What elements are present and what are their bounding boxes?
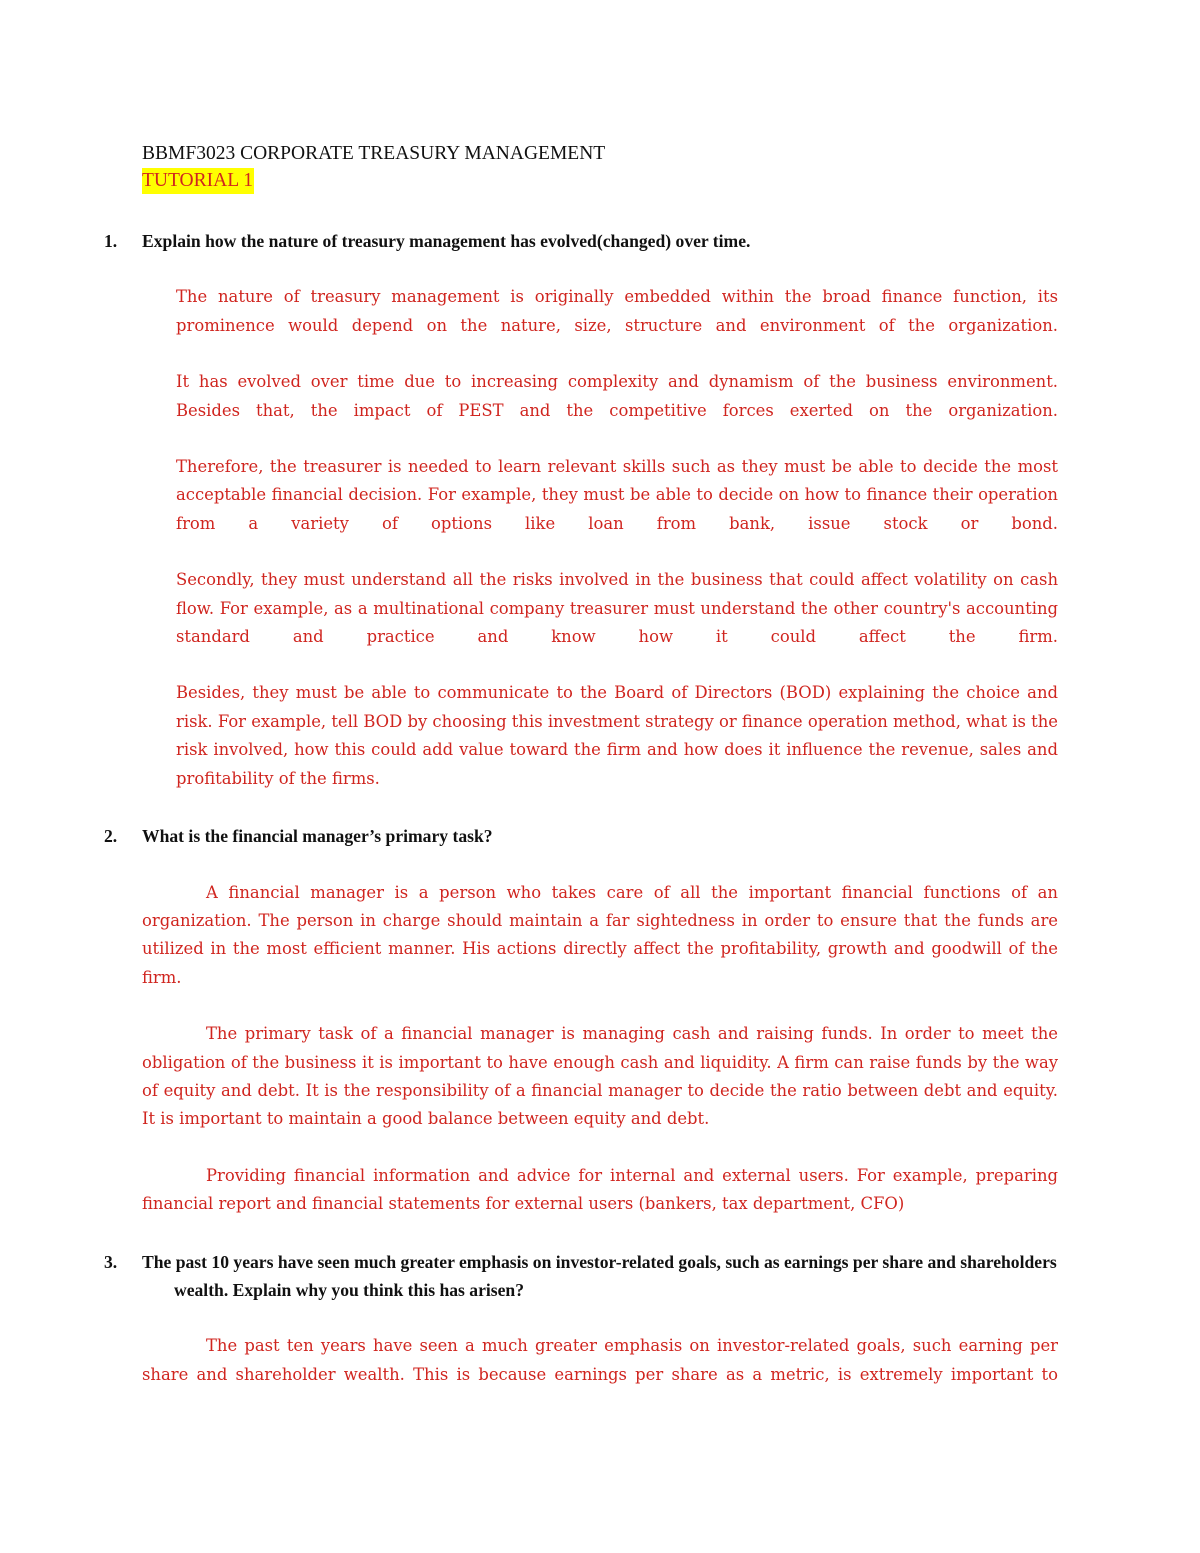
question-1-answers (176, 283, 1058, 793)
answer-paragraph: Therefore, the treasurer is needed to learn relevant skills such as they must be able to decide the most acceptable financial decision. For example, they must be able to decide on how to finance their operation from a variety of options like loan from bank, issue stock or bond. (176, 457, 1058, 533)
question-3-answers (142, 1332, 1058, 1389)
answer-paragraph: The nature of treasury management is originally embedded within the broad finance function, its prominence would depend on the nature, size, structure and environment of the organization. (176, 287, 1058, 335)
tutorial-label: TUTORIAL 1 (142, 168, 254, 194)
document-body (104, 140, 1058, 1389)
question-2-answers (142, 879, 1058, 1219)
answer-paragraph: A financial manager is a person who takes care of all the important financial functions of an organization. The person in charge should maintain a far sightedness in order to ensure that the funds are utilized in the most efficient manner. His actions directly affect the profitability, growth and goodwill of the firm. (142, 882, 1058, 987)
question-number: 3. (104, 1251, 118, 1272)
answer-paragraph: The past ten years have seen a much greater emphasis on investor-related goals, such earning per share and shareholder wealth. This is because earnings per share as a metric, is extremely important to (142, 1336, 1058, 1384)
question-text: What is the financial manager’s primary task? (142, 826, 493, 847)
answer-paragraph: Providing financial information and advice for internal and external users. For example, preparing financial report and financial statements for external users (bankers, tax department, CFO) (142, 1165, 1058, 1214)
question-1 (104, 227, 1058, 255)
question-3 (104, 1248, 1058, 1305)
answer-paragraph: Besides, they must be able to communicate to the Board of Directors (BOD) explaining the choice and risk. For example, tell BOD by choosing this investment strategy or finance operation method, what is the risk involved, how this could add value toward the firm and how does it influence the revenue, sales and profitability of the firms. (176, 683, 1058, 788)
answer-paragraph: The primary task of a financial manager is managing cash and raising funds. In order to meet the obligation of the business it is important to have enough cash and liquidity. A firm can raise funds by the way of equity and debt. It is the responsibility of a financial manager to decide the ratio between debt and equity. It is important to maintain a good balance between equity and debt. (142, 1024, 1058, 1129)
question-number: 2. (104, 826, 118, 847)
question-number: 1. (104, 231, 118, 251)
question-text: The past 10 years have seen much greater emphasis on investor-related goals, such as earnings per share and shareholders wealth. Explain why you think this has arisen? (142, 1251, 1057, 1300)
course-title: BBMF3023 CORPORATE TREASURY MANAGEMENT (142, 143, 606, 164)
question-text: Explain how the nature of treasury management has evolved(changed) over time. (142, 231, 751, 251)
question-2 (104, 822, 1058, 850)
answer-paragraph: Secondly, they must understand all the risks involved in the business that could affect volatility on cash flow. For example, as a multinational company treasurer must understand the other country's accounting standard and practice and know how it could affect the firm. (176, 570, 1058, 647)
answer-paragraph: It has evolved over time due to increasing complexity and dynamism of the business environment. Besides that, the impact of PEST and the competitive forces exerted on the organization. (176, 372, 1058, 420)
